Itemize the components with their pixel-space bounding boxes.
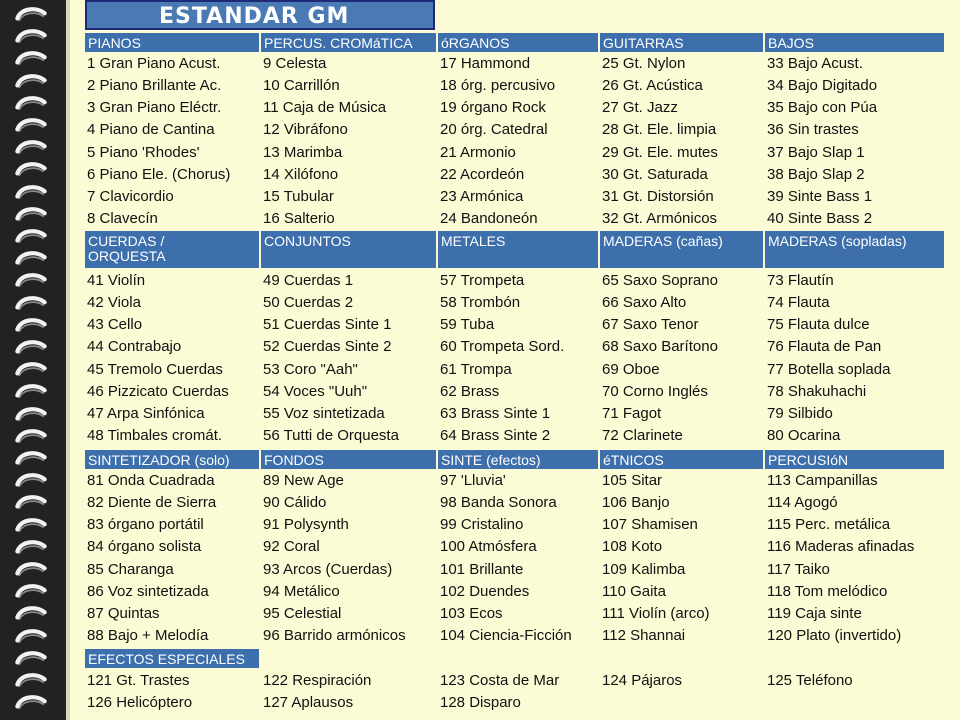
instrument-entry: 78 Shakuhachi xyxy=(767,382,867,400)
instrument-entry: 75 Flauta dulce xyxy=(767,316,870,334)
instrument-entry: 118 Tom melódico xyxy=(767,582,888,600)
instrument-entry: 103 Ecos xyxy=(440,604,503,622)
binding-ring xyxy=(14,50,48,68)
category-header xyxy=(600,450,763,469)
instrument-entry: 64 Brass Sinte 2 xyxy=(440,427,551,445)
binding-ring xyxy=(14,206,48,224)
instrument-entry: 84 órgano solista xyxy=(87,538,202,556)
instrument-entry: 79 Silbido xyxy=(767,404,833,422)
instrument-entry: 28 Gt. Ele. limpia xyxy=(602,121,717,139)
instrument-entry: 88 Bajo + Melodía xyxy=(87,627,209,645)
instrument-entry: 105 Sitar xyxy=(602,472,663,489)
instrument-entry: 128 Disparo xyxy=(440,694,521,712)
binding-ring xyxy=(14,539,48,557)
instrument-entry: 27 Gt. Jazz xyxy=(602,99,678,117)
instrument-entry: 112 Shannai xyxy=(602,627,686,645)
category-header xyxy=(600,231,763,268)
instrument-entry: 80 Ocarina xyxy=(767,427,841,445)
category-header-label: METALES xyxy=(441,233,506,249)
category-header-label: ORQUESTA xyxy=(88,248,166,264)
instrument-entry: 98 Banda Sonora xyxy=(440,494,557,512)
category-header xyxy=(438,33,598,52)
binding-ring xyxy=(14,272,48,290)
instrument-entry: 68 Saxo Barítono xyxy=(602,338,718,356)
binding-ring xyxy=(14,184,48,202)
instrument-entry: 1 Gran Piano Acust. xyxy=(87,55,221,72)
binding-ring xyxy=(14,250,48,268)
instrument-entry: 104 Ciencia-Ficción xyxy=(440,627,572,645)
category-header-label: PIANOS xyxy=(88,35,141,51)
instrument-entry: 62 Brass xyxy=(440,382,500,400)
instrument-entry: 94 Metálico xyxy=(263,582,340,600)
instrument-entry: 23 Armónica xyxy=(440,187,524,205)
instrument-entry: 123 Costa de Mar xyxy=(440,672,560,689)
category-header xyxy=(261,231,436,268)
instrument-entry: 13 Marimba xyxy=(263,143,343,161)
instrument-entry: 70 Corno Inglés xyxy=(602,382,708,400)
instrument-entry: 61 Trompa xyxy=(440,360,512,378)
instrument-entry: 102 Duendes xyxy=(440,582,530,600)
instrument-entry: 99 Cristalino xyxy=(440,516,524,534)
instrument-entry: 2 Piano Brillante Ac. xyxy=(87,77,222,95)
instrument-entry: 18 órg. percusivo xyxy=(440,77,556,95)
instrument-entry: 108 Koto xyxy=(602,538,663,556)
category-header-label: CONJUNTOS xyxy=(264,233,351,249)
instrument-entry: 56 Tutti de Orquesta xyxy=(263,427,399,445)
category-header xyxy=(438,450,598,469)
category-header xyxy=(85,231,259,268)
binding-ring xyxy=(14,117,48,135)
instrument-entry: 20 órg. Catedral xyxy=(440,121,548,139)
instrument-entry: 25 Gt. Nylon xyxy=(602,55,686,72)
instrument-entry: 82 Diente de Sierra xyxy=(87,494,217,512)
binding-ring xyxy=(14,694,48,712)
instrument-entry: 58 Trombón xyxy=(440,294,521,312)
instrument-entry: 71 Fagot xyxy=(602,404,662,422)
binding-ring xyxy=(14,339,48,357)
binding-ring xyxy=(14,494,48,512)
instrument-entry: 111 Violín (arco) xyxy=(602,604,710,622)
category-header-label: MADERAS (sopladas) xyxy=(768,233,907,249)
instrument-entry: 87 Quintas xyxy=(87,604,160,622)
instrument-entry: 74 Flauta xyxy=(767,294,830,312)
instrument-entry: 73 Flautín xyxy=(767,272,834,289)
category-header xyxy=(85,649,259,668)
instrument-entry: 76 Flauta de Pan xyxy=(767,338,882,356)
instrument-entry: 3 Gran Piano Eléctr. xyxy=(87,99,222,117)
instrument-entry: 124 Pájaros xyxy=(602,672,683,689)
binding-ring xyxy=(14,517,48,535)
binding-ring xyxy=(14,361,48,379)
instrument-entry: 46 Pizzicato Cuerdas xyxy=(87,382,229,400)
instrument-entry: 81 Onda Cuadrada xyxy=(87,472,215,489)
instrument-entry: 55 Voz sintetizada xyxy=(263,404,385,422)
instrument-entry: 117 Taiko xyxy=(767,560,830,578)
instrument-entry: 14 Xilófono xyxy=(263,165,339,183)
instrument-entry: 96 Barrido armónicos xyxy=(263,627,406,645)
instrument-entry: 32 Gt. Armónicos xyxy=(602,210,718,228)
instrument-entry: 97 'Lluvia' xyxy=(440,472,506,489)
instrument-entry: 8 Clavecín xyxy=(87,210,158,228)
page-title: ESTANDAR GM xyxy=(159,4,350,29)
category-header-label: FONDOS xyxy=(264,452,324,468)
instrument-entry: 120 Plato (invertido) xyxy=(767,627,902,645)
binding-ring xyxy=(14,583,48,601)
instrument-entry: 34 Bajo Digitado xyxy=(767,77,878,95)
binding-ring xyxy=(14,650,48,668)
instrument-entry: 11 Caja de Música xyxy=(263,99,387,117)
instrument-entry: 40 Sinte Bass 2 xyxy=(767,210,873,228)
category-header xyxy=(765,33,944,52)
category-header xyxy=(261,33,436,52)
instrument-entry: 54 Voces "Uuh" xyxy=(263,382,368,400)
instrument-entry: 30 Gt. Saturada xyxy=(602,165,708,183)
binding-ring xyxy=(14,161,48,179)
instrument-entry: 92 Coral xyxy=(263,538,320,556)
instrument-entry: 127 Aplausos xyxy=(263,694,354,712)
category-header-label: MADERAS (cañas) xyxy=(603,233,723,249)
binding-ring xyxy=(14,561,48,579)
instrument-entry: 37 Bajo Slap 1 xyxy=(767,143,865,161)
instrument-entry: 51 Cuerdas Sinte 1 xyxy=(263,316,392,334)
category-header-label: PERCUS. CROMáTICA xyxy=(264,35,413,51)
instrument-entry: 38 Bajo Slap 2 xyxy=(767,165,865,183)
instrument-entry: 44 Contrabajo xyxy=(87,338,182,356)
binding-ring xyxy=(14,406,48,424)
instrument-entry: 106 Banjo xyxy=(602,494,670,512)
category-header xyxy=(765,450,944,469)
instrument-entry: 121 Gt. Trastes xyxy=(87,672,190,689)
instrument-entry: 22 Acordeón xyxy=(440,165,525,183)
binding-ring xyxy=(14,428,48,446)
binding-ring xyxy=(14,295,48,313)
instrument-entry: 91 Polysynth xyxy=(263,516,349,534)
instrument-entry: 53 Coro "Aah" xyxy=(263,360,358,378)
title-banner xyxy=(85,0,435,30)
instrument-entry: 24 Bandoneón xyxy=(440,210,538,228)
instrument-entry: 31 Gt. Distorsión xyxy=(602,187,714,205)
instrument-entry: 17 Hammond xyxy=(440,55,531,72)
category-header-label: EFECTOS ESPECIALES xyxy=(88,651,245,667)
instrument-entry: 110 Gaita xyxy=(602,582,666,600)
instrument-entry: 26 Gt. Acústica xyxy=(602,77,703,95)
category-header-label: óRGANOS xyxy=(441,35,510,51)
category-header xyxy=(765,231,944,268)
instrument-entry: 65 Saxo Soprano xyxy=(602,272,718,289)
instrument-entry: 43 Cello xyxy=(87,316,143,334)
binding-ring xyxy=(14,628,48,646)
category-header-label: SINTETIZADOR (solo) xyxy=(88,452,230,468)
instrument-entry: 115 Perc. metálica xyxy=(767,516,891,534)
category-header-label: SINTE (efectos) xyxy=(441,452,541,468)
binding-ring xyxy=(14,228,48,246)
instrument-entry: 21 Armonio xyxy=(440,143,516,161)
category-header-label: GUITARRAS xyxy=(603,35,684,51)
instrument-entry: 122 Respiración xyxy=(263,672,372,689)
instrument-entry: 39 Sinte Bass 1 xyxy=(767,187,873,205)
instrument-entry: 29 Gt. Ele. mutes xyxy=(602,143,718,161)
instrument-entry: 93 Arcos (Cuerdas) xyxy=(263,560,393,578)
instrument-entry: 35 Bajo con Púa xyxy=(767,99,878,117)
instrument-entry: 100 Atmósfera xyxy=(440,538,537,556)
instrument-entry: 49 Cuerdas 1 xyxy=(263,272,354,289)
instrument-entry: 125 Teléfono xyxy=(767,672,853,689)
instrument-entry: 114 Agogó xyxy=(767,494,838,512)
instrument-entry: 4 Piano de Cantina xyxy=(87,121,215,139)
instrument-entry: 6 Piano Ele. (Chorus) xyxy=(87,165,231,183)
category-header xyxy=(600,33,763,52)
instrument-entry: 5 Piano 'Rhodes' xyxy=(87,143,200,161)
instrument-entry: 19 órgano Rock xyxy=(440,99,546,117)
instrument-entry: 107 Shamisen xyxy=(602,516,698,534)
instrument-entry: 67 Saxo Tenor xyxy=(602,316,699,334)
instrument-entry: 52 Cuerdas Sinte 2 xyxy=(263,338,392,356)
instrument-entry: 90 Cálido xyxy=(263,494,327,512)
instrument-entry: 12 Vibráfono xyxy=(263,121,348,139)
instrument-entry: 89 New Age xyxy=(263,472,344,489)
instrument-entry: 57 Trompeta xyxy=(440,272,525,289)
category-header xyxy=(85,450,259,469)
instrument-entry: 42 Viola xyxy=(87,294,141,312)
category-header xyxy=(261,450,436,469)
binding-ring xyxy=(14,6,48,24)
instrument-entry: 63 Brass Sinte 1 xyxy=(440,404,551,422)
instrument-entry: 16 Salterio xyxy=(263,210,335,228)
binding-ring xyxy=(14,317,48,335)
instrument-entry: 95 Celestial xyxy=(263,604,342,622)
instrument-entry: 7 Clavicordio xyxy=(87,187,174,205)
instrument-entry: 69 Oboe xyxy=(602,360,660,378)
instrument-entry: 45 Tremolo Cuerdas xyxy=(87,360,223,378)
instrument-entry: 15 Tubular xyxy=(263,187,334,205)
instrument-entry: 126 Helicóptero xyxy=(87,694,193,712)
instrument-entry: 60 Trompeta Sord. xyxy=(440,338,565,356)
instrument-entry: 86 Voz sintetizada xyxy=(87,582,209,600)
instrument-entry: 101 Brillante xyxy=(440,560,524,578)
instrument-entry: 83 órgano portátil xyxy=(87,516,204,534)
instrument-entry: 9 Celesta xyxy=(263,55,327,72)
instrument-entry: 85 Charanga xyxy=(87,560,174,578)
instrument-entry: 50 Cuerdas 2 xyxy=(263,294,354,312)
binding-ring xyxy=(14,139,48,157)
instrument-entry: 66 Saxo Alto xyxy=(602,294,687,312)
category-header xyxy=(438,231,598,268)
instrument-entry: 10 Carrillón xyxy=(263,77,340,95)
binding-ring xyxy=(14,73,48,91)
binding-ring xyxy=(14,95,48,113)
instrument-entry: 33 Bajo Acust. xyxy=(767,55,863,72)
instrument-entry: 113 Campanillas xyxy=(767,472,878,489)
instrument-entry: 41 Violín xyxy=(87,272,146,289)
binding-ring xyxy=(14,28,48,46)
category-header xyxy=(85,33,259,52)
instrument-entry: 47 Arpa Sinfónica xyxy=(87,404,205,422)
instrument-entry: 116 Maderas afinadas xyxy=(767,538,915,556)
category-header-label: BAJOS xyxy=(768,35,814,51)
binding-ring xyxy=(14,472,48,490)
instrument-entry: 72 Clarinete xyxy=(602,427,683,445)
category-header-label: éTNICOS xyxy=(603,452,664,468)
instrument-entry: 109 Kalimba xyxy=(602,560,686,578)
instrument-entry: 36 Sin trastes xyxy=(767,121,859,139)
binding-ring xyxy=(14,605,48,623)
binding-ring xyxy=(14,383,48,401)
instrument-entry: 59 Tuba xyxy=(440,316,495,334)
category-header-label: PERCUSIóN xyxy=(768,452,849,468)
instrument-entry: 77 Botella soplada xyxy=(767,360,891,378)
binding-ring xyxy=(14,450,48,468)
binding-ring xyxy=(14,672,48,690)
category-header-label: CUERDAS / xyxy=(88,233,165,249)
spiral-binding xyxy=(0,0,66,720)
instrument-entry: 48 Timbales cromát. xyxy=(87,427,223,445)
instrument-entry: 119 Caja sinte xyxy=(767,604,862,622)
